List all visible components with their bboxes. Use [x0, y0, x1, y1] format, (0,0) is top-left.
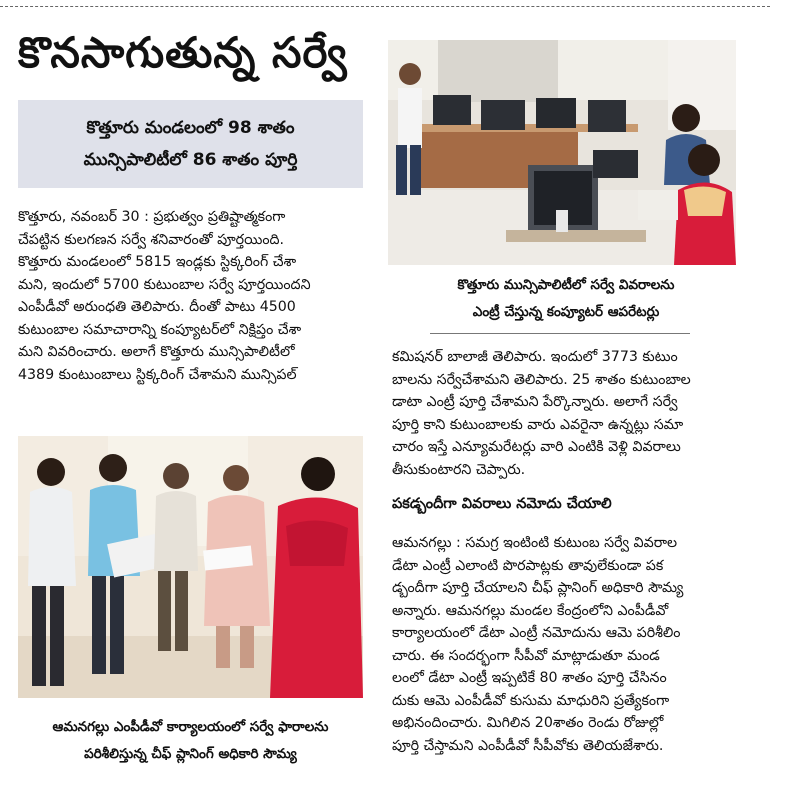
body-line: తీసుకుంటారని చెప్పారు. — [392, 461, 526, 478]
body-line: అన్నారు. ఆమనగల్లు మండల కేంద్రంలోని ఎంపీడీవో — [392, 602, 669, 619]
body-line: డేటా ఎంట్రీ ఎలాంటి పొరపాట్లకు తావులేకుండా పక — [392, 557, 664, 574]
body-line: కుటుంబాల సమాచారాన్ని కంప్యూటర్‌లో నిక్షిప్తం చేశా — [18, 321, 302, 338]
body-line: పూర్తి చేస్తామని ఎంపీడీవో సీపీవోకు తెలియజేశారు. — [392, 737, 664, 754]
body-line: ఎంపీడీవో అరుంధతి తెలిపారు. దీంతో పాటు 4500 — [18, 299, 296, 315]
caption-line: ఆమనగల్లు ఎంపీడీవో కార్యాలయంలో సర్వే ఫారాలను — [52, 719, 329, 735]
photo-caption-operators — [392, 272, 740, 326]
body-line: కొత్తూరు మండలంలో 5815 ఇండ్లకు స్టిక్కరింగ్ చేశా — [18, 254, 297, 270]
body-line: చారం ఇస్తే ఎన్యూమరేటర్లు వారి ఎంటికి వెళ్లి వివరాలు — [392, 439, 681, 455]
caption-line: పరిశీలిస్తున్న చీఫ్ ప్లానింగ్ అధికారి సౌమ్య — [84, 746, 297, 762]
body-line: బాలను సర్వేచేశామని తెలిపారు. 25 శాతం కుటుంబాల — [392, 371, 691, 388]
body-column-2b — [392, 532, 742, 757]
body-line: 4389 కుంటుంబాలు స్టిక్కరింగ్ చేశామని మున్సిపల్ — [18, 366, 297, 383]
body-line: లంలో డేటా ఎంట్రీ ఇప్పటికే 80 శాతం పూర్తి చేసినం — [392, 670, 667, 686]
body-line: చారు. ఈ సందర్భంగా సీపీవో మాట్లాడుతూ మండ — [392, 647, 660, 664]
body-line: మని, ఇందులో 5700 కుటుంబాల సర్వే పూర్తయిందని — [18, 276, 311, 293]
body-line: మని వివరించారు. అలాగే కొత్తూరు మున్సిపాలిటీలో — [18, 344, 295, 360]
body-line: ఆమనగల్లు : సమగ్ర ఇంటింటి కుటుంబ సర్వే వివరాల — [392, 535, 678, 551]
subheadline-line: కొత్తూరు మండలంలో 98 శాతం — [86, 118, 295, 138]
headline: కొనసాగుతున్న సర్వే — [18, 28, 348, 77]
body-line: అభినందించారు. మిగిలిన 20శాతం రెండు రోజుల్లో — [392, 715, 664, 731]
body-line: కమిషనర్ బాలాజీ తెలిపారు. ఇందులో 3773 కుటుం — [392, 349, 678, 365]
subheadline-line: మున్సిపాలిటీలో 86 శాతం పూర్తి — [83, 150, 298, 170]
caption-divider — [430, 333, 690, 334]
subheadline-box — [18, 100, 363, 188]
body-line: కార్యాలయంలో డేటా ఎంట్రీ నమోదును ఆమె పరిశీలిం — [392, 625, 681, 641]
photo-officials-inspection — [18, 436, 363, 698]
body-column-1 — [18, 206, 363, 386]
photo-caption-inspection — [18, 714, 363, 768]
photo-office-scene — [388, 40, 736, 265]
body-column-2 — [392, 346, 742, 481]
top-divider — [0, 6, 770, 7]
photo-computer-operators — [388, 40, 736, 265]
body-line: డాటా ఎంట్రీ పూర్తి చేశామని పేర్కొన్నారు. అలాగే సర్వే — [392, 394, 678, 410]
caption-line: ఎంట్రీ చేస్తున్న కంప్యూటర్ ఆపరేటర్లు — [472, 304, 660, 320]
body-line: దుకు ఆమె ఎంపీడీవో కుసుమ మాధురిని ప్రత్యేకంగా — [392, 692, 670, 709]
body-line: చేపట్టిన కులగణన సర్వే శనివారంతో పూర్తయింది. — [18, 231, 285, 248]
subsection-title: పకడ్బందీగా వివరాలు నమోదు చేయాలి — [392, 496, 612, 512]
caption-line: కొత్తూరు మున్సిపాలిటీలో సర్వే వివరాలను — [457, 277, 675, 293]
body-line: డ్బందీగా పూర్తి చేయాలని చీఫ్ ప్లానింగ్ అధికారి సౌమ్య — [392, 580, 684, 596]
photo-inspection-scene — [18, 436, 363, 698]
body-line: కొత్తూరు, నవంబర్ 30 : ప్రభుత్వం ప్రతిష్టాత్మకంగా — [18, 209, 286, 225]
body-line: పూర్తి కాని కుటుంబాలకు వారు ఎవరైనా ఉన్నట్లు సమా — [392, 416, 684, 433]
